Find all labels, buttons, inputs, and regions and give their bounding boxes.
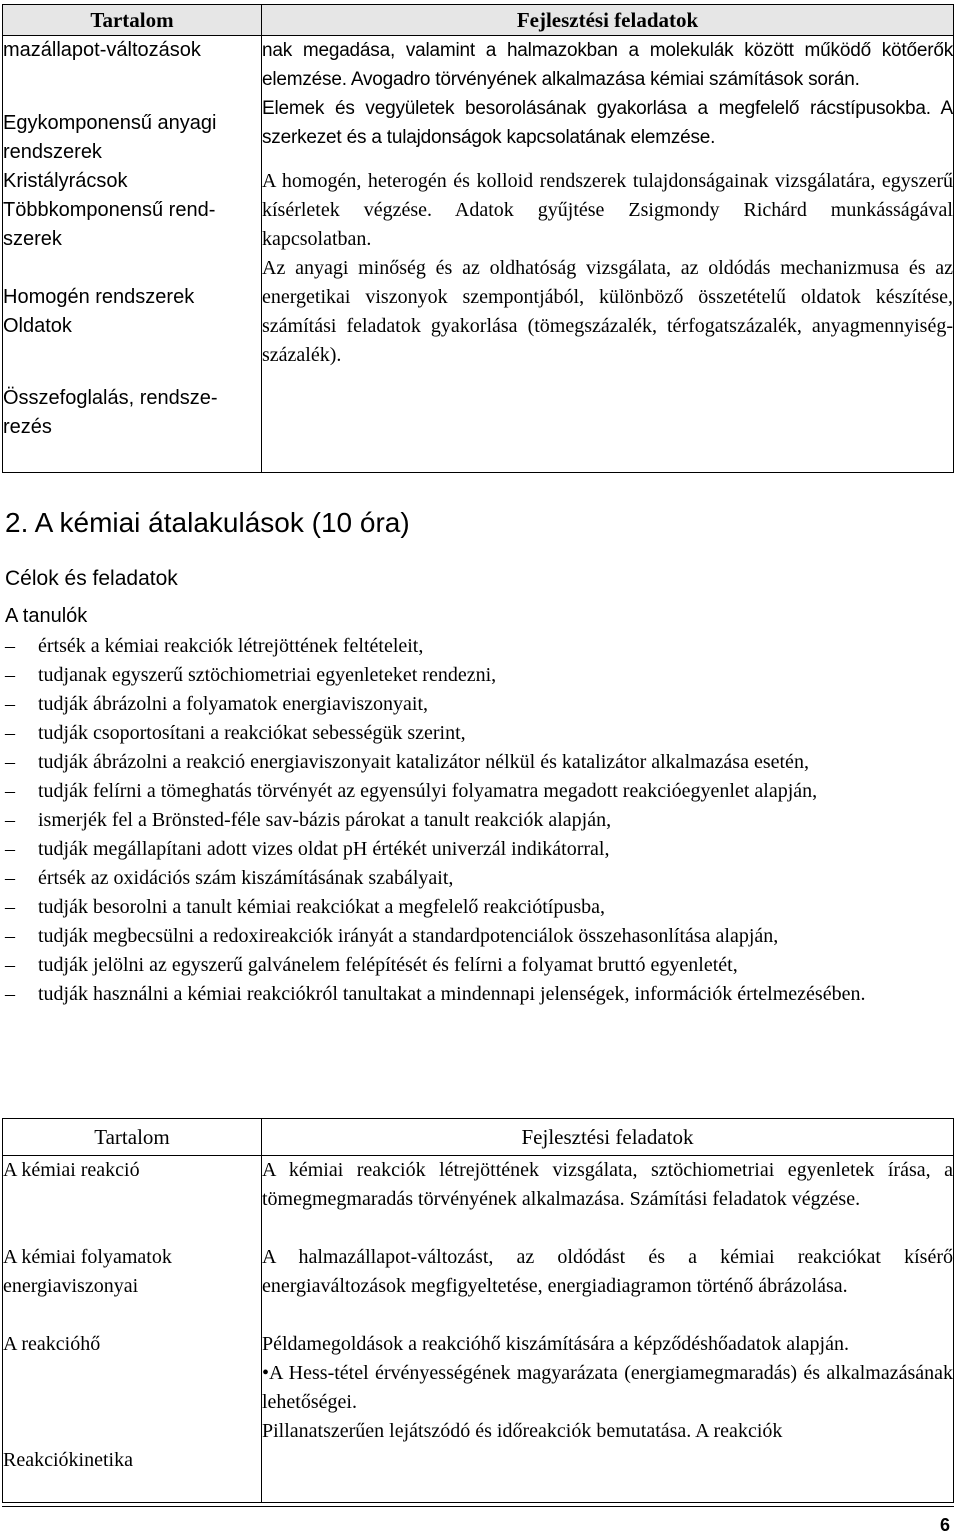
header-fejlesztesi-feladatok: Fejlesztési feladatok (262, 5, 954, 36)
content-table-2 (2, 1118, 954, 1503)
table-row (3, 36, 954, 473)
list-item: – tudják csoportosítani a reakciókat sebességük szerint, (5, 722, 466, 744)
section-subtitle: Célok és feladatok (5, 567, 178, 590)
list-item: – tudjanak egyszerű sztöchiometriai egyenleteket rendezni, (5, 664, 497, 686)
header-tartalom: Tartalom (3, 5, 262, 36)
section-title: 2. A kémiai átalakulások (10 óra) (5, 507, 410, 538)
development-tasks-cell (262, 1156, 954, 1503)
topic-line: A kémiai folyamatok energiaviszonyai (3, 1246, 172, 1297)
topic-line: Többkomponensű rend- (3, 199, 216, 221)
topic-line: A kémiai reakció (3, 1159, 140, 1181)
task-paragraph: Elemek és vegyületek besorolásának gyakorlása a megfelelő rácstípusokba. A szerkezet és a tulajdonságok kapcsolatának elemzése. (262, 98, 953, 148)
topic-line: Egykomponensű anyagi (3, 112, 217, 134)
header-fejlesztesi-feladatok: Fejlesztési feladatok (262, 1119, 954, 1156)
topic-line: Összefoglalás, rendsze- (3, 387, 218, 409)
topic-line: rezés (3, 416, 52, 438)
topic-line: Reakciókinetika (3, 1449, 133, 1471)
task-paragraph: A kémiai reakciók létrejöttének vizsgálata, sztöchiometriai egyenletek írása, a tömegmegmaradás törvényének alkalmazása. Számítási feladatok végzése. (262, 1159, 953, 1210)
table-header-row (3, 5, 954, 36)
topic-line: rendszerek (3, 141, 102, 163)
topic-line: A reakcióhő (3, 1333, 101, 1355)
list-item: – tudják használni a kémiai reakciókról tanultakat a mindennapi jelenségek, információk értelmezésében. (5, 983, 866, 1005)
task-paragraph: A halmazállapot-változást, az oldódást és a kémiai reakciókat kísérő energiaváltozások megfigyeltetése, energiadiagramon történő ábrázolása. (262, 1246, 953, 1297)
goals-intro: A tanulók (5, 605, 88, 627)
task-paragraph: nak megadása, valamint a halmazokban a molekulák között működő kötőerők elemzése. Avogadro törvényének alkalmazása kémiai számítások során. (262, 40, 953, 90)
table-header-row (3, 1119, 954, 1156)
header-tartalom: Tartalom (3, 1119, 262, 1156)
task-paragraph: Az anyagi minőség és az oldhatóság vizsgálata, az oldódás mechanizmusa és az energetikai viszonyok szempontjából, különböző összetételű oldatok készítése, számítási feladatok gyakorlása (tömegszázalék, térfogatszázalék, anyagmennyiség-százalék). (262, 257, 953, 366)
list-item: – tudják megbecsülni a redoxireakciók irányát a standardpotenciálok összehasonlítása alapján, (5, 925, 779, 947)
list-item: – tudják ábrázolni a folyamatok energiaviszonyait, (5, 693, 429, 715)
development-tasks-cell (262, 36, 954, 473)
topic-line: szerek (3, 228, 62, 250)
content-table-1 (2, 4, 954, 473)
list-item: – értsék az oxidációs szám kiszámításának szabályait, (5, 867, 454, 889)
list-item: – tudják felírni a tömeghatás törvényét az egyensúlyi folyamatra megadott reakcióegyenlet alapján, (5, 780, 818, 802)
goals-list (5, 632, 955, 1009)
content-topics-cell (3, 36, 262, 473)
page-number: 6 (939, 1515, 950, 1535)
list-item: – tudják besorolni a tanult kémiai reakciókat a megfelelő reakciótípusba, (5, 896, 606, 918)
list-item: – értsék a kémiai reakciók létrejöttének feltételeit, (5, 635, 424, 657)
task-paragraph: Példamegoldások a reakcióhő kiszámítására a képződéshőadatok alapján. (262, 1333, 849, 1355)
topic-line: Homogén rendszerek (3, 286, 195, 308)
content-topics-cell (3, 1156, 262, 1503)
table-row (3, 1156, 954, 1503)
task-paragraph: Pillanatszerűen lejátszódó és időreakciók bemutatása. A reakciók (262, 1420, 783, 1442)
footer-divider (2, 1506, 954, 1507)
task-paragraph: A homogén, heterogén és kolloid rendszerek tulajdonságainak vizsgálatára, egyszerű kísérletek végzése. Adatok gyűjtése Zsigmondy Richárd munkásságával kapcsolatban. (262, 170, 953, 250)
topic-line: mazállapot-változások (3, 39, 201, 61)
list-item: – ismerjék fel a Brönsted-féle sav-bázis párokat a tanult reakciók alapján, (5, 809, 612, 831)
topic-line: Kristályrácsok (3, 170, 128, 192)
list-item: – tudják jelölni az egyszerű galvánelem felépítését és felírni a folyamat bruttó egyenletét, (5, 954, 738, 976)
list-item: – tudják megállapítani adott vizes oldat pH értékét univerzál indikátorral, (5, 838, 610, 860)
task-bullet: •A Hess-tétel érvényességének magyarázata (energiamegmaradás) és alkalmazásának lehetőségei. (262, 1362, 953, 1413)
list-item: – tudják ábrázolni a reakció energiaviszonyait katalizátor nélkül és katalizátor alkalmazása esetén, (5, 751, 809, 773)
topic-line: Oldatok (3, 315, 72, 337)
